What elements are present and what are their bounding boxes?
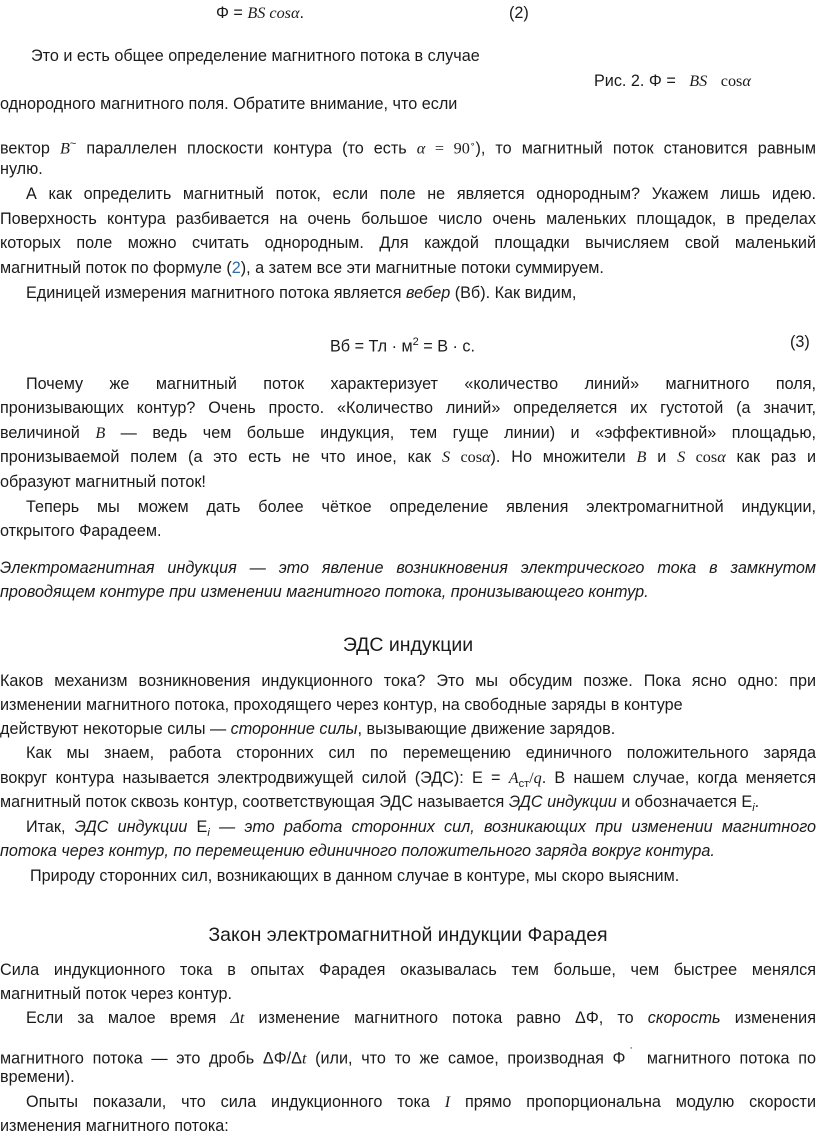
p7-line3: магнитный поток сквозь контур, соответствующая ЭДС называется ЭДС индукции и обозначается $E_i$. <box>0 793 760 815</box>
p11-line2: магнитного потока — это дробь ΔΦ/Δt (или, что то же самое, производная Φ˙ магнитного потока по <box>0 1045 816 1068</box>
p7-line2: вокруг контура называется электродвижущей силой (ЭДС): $E = A_{ст}/q$. В нашем случае, когда меняется <box>0 769 816 791</box>
p8-line2: потока через контур, по перемещению единичного положительного заряда вокруг контура. <box>0 842 715 860</box>
p7-line1: Как мы знаем, работа сторонних сил по перемещению единичного положительного заряда <box>26 744 816 762</box>
section-heading-emf: ЭДС индукции <box>342 634 474 656</box>
p9-line1: Природу сторонних сил, возникающих в данном случае в контуре, мы скоро выясним. <box>30 867 680 885</box>
p6-line2: изменении магнитного потока, проходящего через контур, на свободные заряды в контуре <box>0 696 683 714</box>
p12-line1: Опыты показали, что сила индукционного тока I прямо пропорциональна модулю скорости <box>26 1093 816 1111</box>
p5-line1: Теперь мы можем дать более чёткое определение явления электромагнитной индукции, <box>26 498 816 516</box>
p4-line3: величиной B — ведь чем больше индукция, тем гуще линии) и «эффективной» площадью, <box>0 424 816 442</box>
p2-line1: А как определить магнитный поток, если поле не является однородным? Укажем лишь идею. <box>26 185 816 203</box>
p4-line2: пронизывающих контур? Очень просто. «Количество линий» определяется их густотой (а значит, <box>0 399 816 417</box>
figure-caption: Рис. 2. Φ = BS cosα <box>594 72 751 90</box>
p10-line2: магнитный поток через контур. <box>0 985 232 1003</box>
p4-line5: образуют магнитный поток! <box>0 473 206 491</box>
p1-line2: однородного магнитного поля. Обратите внимание, что если <box>0 95 458 113</box>
definition-line1: Электромагнитная индукция — это явление возникновения электрического тока в замкнутом <box>0 559 816 577</box>
p12-line2: изменения магнитного потока: <box>0 1117 229 1135</box>
p10-line1: Сила индукционного тока в опытах Фарадея оказывалась тем больше, чем быстрее менялся <box>0 961 816 979</box>
formula-2-number: (2) <box>509 4 529 22</box>
formula-3-number: (3) <box>790 333 810 351</box>
p4-line4: пронизываемой полем (а это есть не что иное, как S cosα). Но множители B и S cosα как раз и <box>0 448 816 466</box>
formula-2: Φ = BS cosα. <box>216 4 304 22</box>
p11-line3: времени). <box>0 1068 75 1086</box>
formula-2-link[interactable]: 2 <box>231 259 241 277</box>
section-heading-faraday-law: Закон электромагнитной индукции Фарадея <box>208 924 608 946</box>
p8-line1: Итак, ЭДС индукции $E_i$ — это работа сторонних сил, возникающих при изменении магнитного <box>26 818 816 840</box>
p6-line3: действуют некоторые силы — сторонние силы, вызывающие движение зарядов. <box>0 720 616 738</box>
formula-3: Вб = Тл · $м^2 = В \cdot с$. <box>330 336 475 356</box>
p11-line1: Если за малое время Δt изменение магнитного потока равно ΔΦ, то скорость изменения <box>26 1009 816 1027</box>
p6-line1: Каков механизм возникновения индукционного тока? Это мы обсудим позже. Пока ясно одно: при <box>0 672 816 690</box>
p2-line2: Поверхность контура разбивается на очень большое число очень маленьких площадок, в пределах <box>0 210 816 228</box>
p1-line1: Это и есть общее определение магнитного потока в случае <box>31 47 480 65</box>
p5-line2: открытого Фарадеем. <box>0 522 162 540</box>
p1-line3: вектор B~ параллелен плоскости контура (то есть α = 90∘), то магнитный поток становится равным <box>0 138 816 158</box>
p3-line1: Единицей измерения магнитного потока является вебер (Вб). Как видим, <box>26 284 577 302</box>
p2-line4: магнитный поток по формуле (2), а затем все эти магнитные потоки суммируем. <box>0 259 604 277</box>
p4-line1: Почему же магнитный поток характеризует «количество линий» магнитного поля, <box>26 375 816 393</box>
p1-line4: нулю. <box>0 160 43 178</box>
p2-line3: которых поле можно считать однородным. Для каждой площадки вычисляем свой маленький <box>0 234 816 252</box>
definition-line2: проводящем контуре при изменении магнитного потока, пронизывающего контур. <box>0 583 649 601</box>
